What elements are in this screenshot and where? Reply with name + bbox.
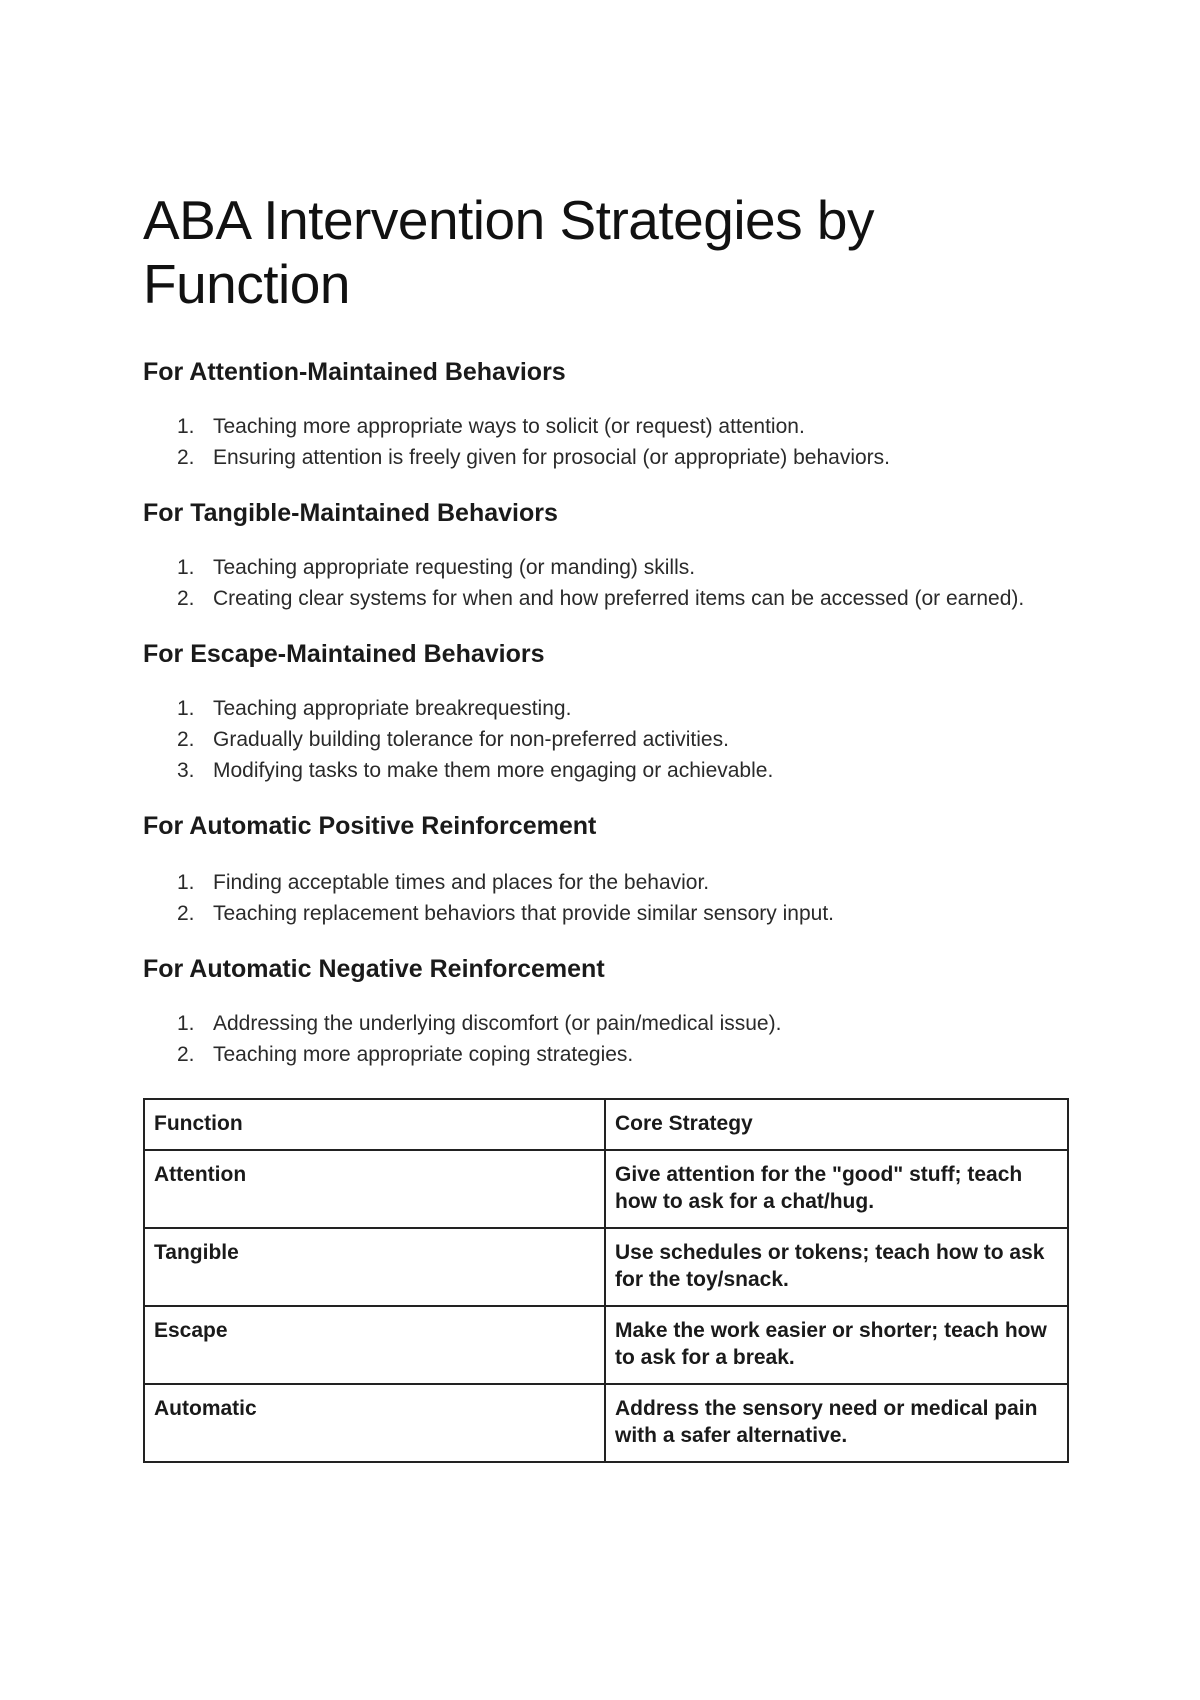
list-number: 1. <box>177 415 195 438</box>
section-heading: For Tangible-Maintained Behaviors <box>143 499 558 527</box>
section-attention <box>143 357 1073 473</box>
table-cell-function: Automatic <box>144 1384 605 1462</box>
list-item-text: Teaching more appropriate ways to solicit (or request) attention. <box>213 415 805 438</box>
list-item-text: Addressing the underlying discomfort (or pain/medical issue). <box>213 1012 782 1035</box>
list-number: 1. <box>177 1012 195 1035</box>
table-cell-function: Escape <box>144 1306 605 1384</box>
document-content <box>143 188 1073 1070</box>
table-row <box>144 1150 1068 1228</box>
table-header-cell: Function <box>144 1099 605 1150</box>
table-cell-strategy: Address the sensory need or medical pain with a safer alternative. <box>605 1384 1068 1462</box>
list-number: 2. <box>177 587 195 610</box>
list-item <box>143 442 1073 473</box>
table-row <box>144 1306 1068 1384</box>
section-heading: For Automatic Negative Reinforcement <box>143 955 605 983</box>
table-header-row <box>144 1099 1068 1150</box>
list-item <box>143 552 1073 583</box>
list-item <box>143 724 1073 755</box>
numbered-list <box>143 693 1073 786</box>
table-row <box>144 1384 1068 1462</box>
section-heading: For Automatic Positive Reinforcement <box>143 812 597 840</box>
section-escape <box>143 639 1073 786</box>
list-item <box>143 898 1073 929</box>
list-item <box>143 693 1073 724</box>
list-item-text: Teaching replacement behaviors that provide similar sensory input. <box>213 902 834 925</box>
list-item-text: Teaching appropriate breakrequesting. <box>213 697 572 720</box>
table-row <box>144 1228 1068 1306</box>
section-heading: For Attention-Maintained Behaviors <box>143 358 566 386</box>
list-item-text: Creating clear systems for when and how preferred items can be accessed (or earned). <box>213 587 1025 610</box>
numbered-list <box>143 1008 1073 1070</box>
list-item <box>143 1008 1073 1039</box>
list-item-text: Teaching more appropriate coping strategies. <box>213 1043 634 1066</box>
numbered-list <box>143 411 1073 473</box>
list-number: 2. <box>177 446 195 469</box>
numbered-list <box>143 867 1073 929</box>
table-cell-strategy: Use schedules or tokens; teach how to ask for the toy/snack. <box>605 1228 1068 1306</box>
strategy-table <box>143 1098 1069 1463</box>
list-number: 2. <box>177 728 195 751</box>
list-item <box>143 411 1073 442</box>
section-heading: For Escape-Maintained Behaviors <box>143 640 545 668</box>
list-number: 3. <box>177 759 195 782</box>
list-item <box>143 1039 1073 1070</box>
table-cell-strategy: Make the work easier or shorter; teach how to ask for a break. <box>605 1306 1068 1384</box>
document-title: ABA Intervention Strategies by Function <box>143 189 874 315</box>
table-cell-function: Tangible <box>144 1228 605 1306</box>
list-item <box>143 867 1073 898</box>
table-cell-strategy: Give attention for the "good" stuff; teach how to ask for a chat/hug. <box>605 1150 1068 1228</box>
section-tangible <box>143 498 1073 614</box>
list-item-text: Ensuring attention is freely given for prosocial (or appropriate) behaviors. <box>213 446 891 469</box>
list-item-text: Modifying tasks to make them more engaging or achievable. <box>213 759 774 782</box>
list-number: 2. <box>177 1043 195 1066</box>
table-cell-function: Attention <box>144 1150 605 1228</box>
list-item-text: Teaching appropriate requesting (or manding) skills. <box>213 556 696 579</box>
list-item-text: Finding acceptable times and places for the behavior. <box>213 871 710 894</box>
section-automatic-positive <box>143 811 1073 929</box>
list-item-text: Gradually building tolerance for non-preferred activities. <box>213 728 729 751</box>
list-number: 1. <box>177 556 195 579</box>
list-item <box>143 583 1073 614</box>
list-number: 1. <box>177 697 195 720</box>
list-number: 2. <box>177 902 195 925</box>
table-header-cell: Core Strategy <box>605 1099 1068 1150</box>
list-item <box>143 755 1073 786</box>
list-number: 1. <box>177 871 195 894</box>
numbered-list <box>143 552 1073 614</box>
section-automatic-negative <box>143 954 1073 1070</box>
